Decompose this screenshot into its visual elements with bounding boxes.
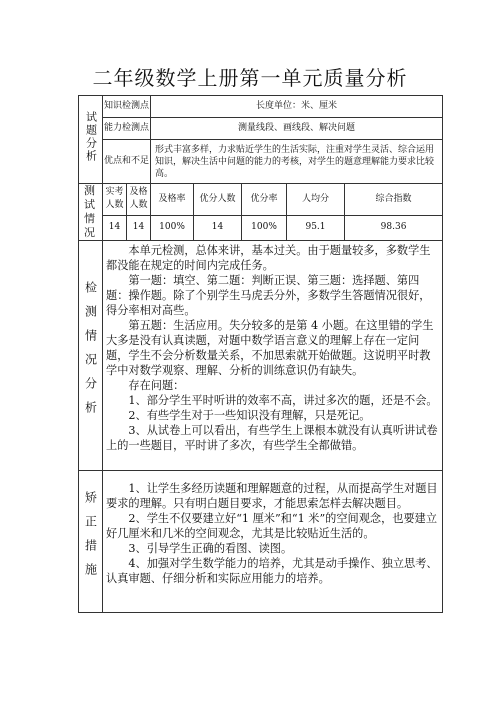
test-value-cell: 14 <box>194 215 242 240</box>
correction-paragraph: 2、学生不仅要建立好“1 厘米”和“1 米”的空间观念，也要建立好几厘米和几米的空间观念，尤其是比较贴近生活的。 <box>106 512 438 540</box>
detection-paragraph: 第五题：生活应用。失分较多的是第 4 小题。在这里错的学生大多是没有认真读题，对题中数学语言意义的理解上存在一定问题，学生不会分析数量关系，不加思索就开始做题。这说明平时教学中对数学观察、理解、分析的训练意识仍有缺失。 <box>106 319 434 377</box>
test-header-cell: 优分率 <box>242 184 287 216</box>
analysis-section-cell <box>79 96 103 184</box>
test-header-cell: 综合指数 <box>345 184 443 216</box>
test-value-cell: 14 <box>103 215 127 240</box>
detection-paragraph: 第一题：填空、第二题：判断正误、第三题：选择题、第四题：操作题。除了个别学生马虎丢分外，多数学生答题情况很好，得分率相对高些。 <box>106 274 431 317</box>
detection-body <box>103 241 443 471</box>
test-value-cell: 100% <box>242 215 287 240</box>
analysis-label-ability: 能力检测点 <box>103 118 151 140</box>
analysis-label-strengths: 优点和不足 <box>103 140 151 184</box>
correction-body <box>103 471 443 613</box>
analysis-value-knowledge: 长度单位：米、厘米 <box>151 96 443 118</box>
detection-paragraph: 3、从试卷上可以看出，有些学生上课根本就没有认真听讲试卷上的一些题目，平时讲了多次，有些学生全都做错。 <box>106 424 438 452</box>
test-value-cell: 100% <box>151 215 194 240</box>
test-value-cell: 98.36 <box>345 215 443 240</box>
test-header-cell: 及格率 <box>151 184 194 216</box>
test-section-label: 测试情况 <box>84 184 97 239</box>
correction-section-cell <box>79 471 103 613</box>
analysis-value-ability: 测量线段、画线段、解决问题 <box>151 118 443 140</box>
correction-section-label: 矫正措施 <box>83 491 98 587</box>
detection-paragraph: 1、部分学生平时听讲的效率不高，讲过多次的题，还是不会。 <box>128 394 438 407</box>
detection-paragraph: 本单元检测，总体来讲，基本过关。由于题量较多，多数学生都没能在规定的时间内完成任务。 <box>106 244 431 272</box>
quality-analysis-table <box>78 95 443 613</box>
test-section-cell <box>79 184 103 241</box>
analysis-label-knowledge: 知识检测点 <box>103 96 151 118</box>
analysis-section-label: 试题分析 <box>84 111 98 163</box>
detection-section-cell <box>79 241 103 471</box>
test-header-cell: 实考人数 <box>103 184 127 216</box>
detection-paragraph: 2、有些学生对于一些知识没有理解，只是死记。 <box>128 409 371 422</box>
test-value-cell: 14 <box>127 215 151 240</box>
correction-paragraph: 4、加强对学生数学能力的培养，尤其是动手操作、独立思考、认真审题、仔细分析和实际应用能力的培养。 <box>106 557 438 585</box>
detection-paragraph: 存在问题： <box>128 379 185 392</box>
test-value-cell: 95.1 <box>287 215 345 240</box>
detection-section-label: 检测情况分析 <box>83 281 98 425</box>
test-header-cell: 人均分 <box>287 184 345 216</box>
test-header-cell: 及格人数 <box>127 184 151 216</box>
correction-paragraph: 3、引导学生正确的看图、读图。 <box>128 542 293 555</box>
correction-paragraph: 1、让学生多经历读题和理解题意的过程，从而提高学生对题目要求的理解。只有明白题目要求，才能思索怎样去解决题目。 <box>106 482 438 510</box>
analysis-value-strengths: 形式丰富多样，力求贴近学生的生活实际，注重对学生灵活、综合运用知识，解决生活中问题的能力的考核，对学生的题意理解能力要求比较高。 <box>151 140 443 184</box>
test-header-cell: 优分人数 <box>194 184 242 216</box>
page-title: 二年级数学上册第一单元质量分析 <box>92 66 408 90</box>
